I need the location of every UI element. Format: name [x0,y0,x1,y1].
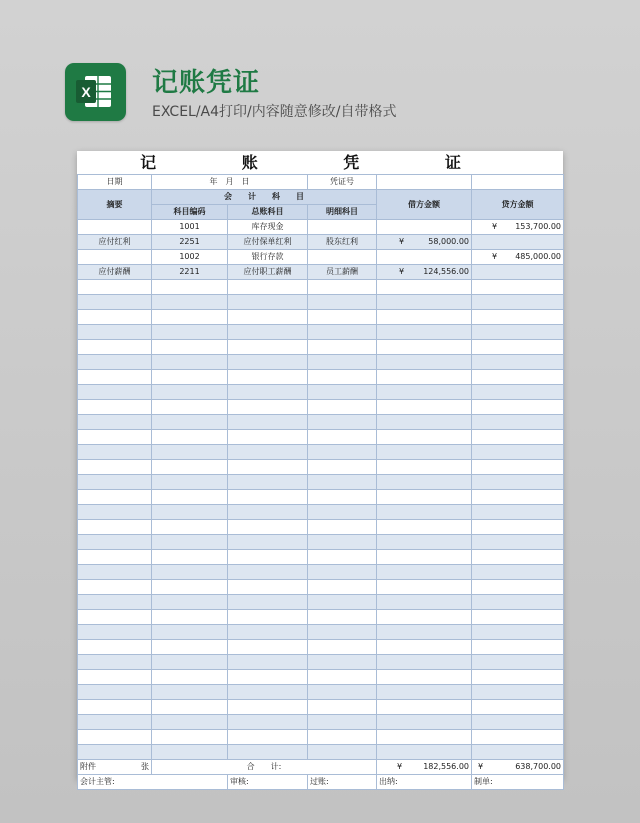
table-row [78,535,564,550]
cell-general[interactable]: 库存现金 [228,220,308,235]
cell-debit[interactable] [377,235,472,250]
sign-posting[interactable]: 过账: [308,775,377,790]
cell-general[interactable] [228,475,308,490]
cell-general[interactable]: 银行存款 [228,250,308,265]
cell-code[interactable] [152,385,228,400]
table-row [78,445,564,460]
cell-detail[interactable] [308,520,377,535]
sign-cashier[interactable]: 出纳: [377,775,472,790]
blank-cell [472,175,564,190]
cell-code[interactable] [152,655,228,670]
col-detail-header: 明细科目 [308,205,377,220]
cell-debit[interactable] [377,310,472,325]
cell-credit[interactable] [472,655,564,670]
cell-credit[interactable] [472,700,564,715]
cell-general[interactable] [228,685,308,700]
cell-code[interactable] [152,745,228,760]
cell-code[interactable] [152,685,228,700]
cell-detail[interactable] [308,550,377,565]
attach-unit: 张 [141,762,149,771]
table-row [78,550,564,565]
attach-label: 附件 [80,762,96,771]
total-credit [472,760,564,775]
cell-summary[interactable] [78,340,152,355]
cell-general[interactable] [228,595,308,610]
cell-code[interactable] [152,535,228,550]
total-credit-value: 638,700.00 [515,762,562,771]
total-debit-value: 182,556.00 [423,762,469,771]
cell-debit[interactable] [377,460,472,475]
cell-code[interactable] [152,640,228,655]
cell-detail[interactable] [308,670,377,685]
cell-code[interactable] [152,355,228,370]
cell-detail[interactable]: 股东红利 [308,235,377,250]
cell-detail[interactable] [308,325,377,340]
cell-code[interactable]: 1002 [152,250,228,265]
cell-general[interactable] [228,445,308,460]
cell-debit[interactable] [377,520,472,535]
cell-detail[interactable] [308,715,377,730]
cell-code[interactable] [152,580,228,595]
cell-code[interactable] [152,505,228,520]
col-credit-header: 贷方金额 [472,190,564,220]
cell-code[interactable] [152,595,228,610]
cell-detail[interactable] [308,490,377,505]
table-row [78,745,564,760]
cell-credit[interactable] [472,490,564,505]
table-row [78,220,564,235]
cell-debit[interactable] [377,490,472,505]
cell-code[interactable] [152,610,228,625]
cell-debit[interactable] [377,445,472,460]
cell-credit[interactable] [472,625,564,640]
table-row [78,355,564,370]
table-row [78,625,564,640]
cell-code[interactable] [152,475,228,490]
cell-general[interactable] [228,550,308,565]
col-account-header: 会 计 科 目 [152,190,377,205]
col-summary-header: 摘要 [78,190,152,220]
sign-maker[interactable]: 制单: [472,775,564,790]
cell-summary[interactable] [78,475,152,490]
cell-credit[interactable] [472,235,564,250]
cell-summary[interactable] [78,655,152,670]
cell-debit[interactable] [377,370,472,385]
cell-credit[interactable] [472,295,564,310]
cell-credit[interactable] [472,670,564,685]
cell-credit[interactable] [472,430,564,445]
table-row [78,415,564,430]
table-row [78,580,564,595]
cell-credit[interactable] [472,445,564,460]
cell-debit[interactable] [377,685,472,700]
cell-summary[interactable] [78,565,152,580]
table-row [78,295,564,310]
cell-debit[interactable] [377,385,472,400]
date-value[interactable]: 年 月 日 [152,175,308,190]
cell-debit[interactable] [377,265,472,280]
cell-detail[interactable] [308,445,377,460]
voucher-no-label: 凭证号 [308,175,377,190]
cell-debit[interactable] [377,325,472,340]
cell-general[interactable] [228,610,308,625]
total-credit-currency: ¥ [478,762,484,771]
col-code-header: 科目编码 [152,205,228,220]
cell-detail[interactable] [308,370,377,385]
col-debit-header: 借方金额 [377,190,472,220]
cell-summary[interactable] [78,460,152,475]
cell-code[interactable] [152,520,228,535]
credit-currency: ¥ [492,252,498,261]
cell-code[interactable]: 2251 [152,235,228,250]
cell-general[interactable] [228,325,308,340]
cell-debit[interactable] [377,730,472,745]
cell-debit[interactable] [377,355,472,370]
cell-credit[interactable] [472,580,564,595]
cell-summary[interactable] [78,670,152,685]
cell-detail[interactable] [308,655,377,670]
cell-summary[interactable] [78,385,152,400]
cell-debit[interactable] [377,610,472,625]
total-debit [377,760,472,775]
date-label: 日期 [78,175,152,190]
cell-code[interactable] [152,370,228,385]
cell-detail[interactable] [308,640,377,655]
cell-general[interactable] [228,625,308,640]
table-row [78,610,564,625]
cell-code[interactable] [152,340,228,355]
excel-logo-icon [65,63,126,121]
cell-detail[interactable] [308,415,377,430]
cell-detail[interactable] [308,730,377,745]
table-row [78,475,564,490]
cell-code[interactable]: 1001 [152,220,228,235]
cell-debit[interactable] [377,640,472,655]
cell-summary[interactable] [78,325,152,340]
cell-debit[interactable] [377,295,472,310]
cell-summary[interactable] [78,355,152,370]
cell-debit[interactable] [377,700,472,715]
cell-general[interactable] [228,355,308,370]
table-row [78,265,564,280]
page-title: 记账凭证 [152,68,261,98]
table-row [78,520,564,535]
cell-summary[interactable] [78,625,152,640]
cell-detail[interactable] [308,385,377,400]
voucher-table [77,151,564,790]
cell-credit[interactable] [472,220,564,235]
cell-code[interactable] [152,295,228,310]
cell-credit[interactable] [472,565,564,580]
cell-detail[interactable] [308,340,377,355]
table-row [78,430,564,445]
table-row [78,370,564,385]
cell-general[interactable] [228,535,308,550]
cell-summary[interactable] [78,610,152,625]
table-row [78,655,564,670]
cell-detail[interactable] [308,595,377,610]
table-row [78,490,564,505]
cell-debit[interactable] [377,655,472,670]
attach-cell[interactable] [78,760,152,775]
cell-debit[interactable] [377,670,472,685]
table-row [78,325,564,340]
cell-summary[interactable] [78,520,152,535]
cell-general[interactable] [228,700,308,715]
cell-general[interactable]: 应付职工薪酬 [228,265,308,280]
cell-general[interactable] [228,430,308,445]
cell-summary[interactable] [78,250,152,265]
cell-credit[interactable] [472,250,564,265]
cell-summary[interactable] [78,295,152,310]
table-row [78,715,564,730]
table-row [78,730,564,745]
cell-summary[interactable] [78,685,152,700]
cell-detail[interactable] [308,745,377,760]
debit-currency: ¥ [399,237,405,246]
cell-general[interactable] [228,310,308,325]
cell-summary[interactable] [78,220,152,235]
table-row [78,460,564,475]
sign-review[interactable]: 审核: [228,775,308,790]
cell-detail[interactable] [308,280,377,295]
page-subtitle: EXCEL/A4打印/内容随意修改/自带格式 [152,104,397,120]
cell-credit[interactable] [472,310,564,325]
svg-text:X: X [81,84,91,100]
cell-credit[interactable] [472,340,564,355]
cell-summary[interactable] [78,715,152,730]
cell-summary[interactable] [78,370,152,385]
cell-code[interactable] [152,550,228,565]
cell-general[interactable] [228,280,308,295]
credit-currency: ¥ [492,222,498,231]
col-general-header: 总账科目 [228,205,308,220]
cell-summary[interactable] [78,430,152,445]
cell-credit[interactable] [472,550,564,565]
table-row [78,670,564,685]
cell-general[interactable] [228,640,308,655]
cell-code[interactable] [152,430,228,445]
cell-credit[interactable] [472,640,564,655]
cell-summary[interactable] [78,640,152,655]
cell-credit[interactable] [472,520,564,535]
cell-code[interactable] [152,400,228,415]
cell-detail[interactable] [308,430,377,445]
cell-code[interactable] [152,460,228,475]
cell-credit[interactable] [472,685,564,700]
cell-detail[interactable] [308,475,377,490]
cell-general[interactable] [228,505,308,520]
cell-credit[interactable] [472,535,564,550]
cell-general[interactable] [228,490,308,505]
cell-general[interactable] [228,400,308,415]
cell-code[interactable]: 2211 [152,265,228,280]
cell-credit[interactable] [472,715,564,730]
cell-code[interactable] [152,310,228,325]
sign-accountant[interactable]: 会计主管: [78,775,228,790]
cell-credit[interactable] [472,730,564,745]
cell-summary[interactable] [78,550,152,565]
total-debit-currency: ¥ [397,762,403,771]
table-row [78,700,564,715]
cell-code[interactable] [152,730,228,745]
cell-debit[interactable] [377,430,472,445]
cell-summary[interactable] [78,400,152,415]
cell-summary[interactable] [78,415,152,430]
cell-detail[interactable] [308,685,377,700]
cell-debit[interactable] [377,625,472,640]
cell-credit[interactable] [472,745,564,760]
cell-detail[interactable] [308,505,377,520]
cell-summary[interactable]: 应付薪酬 [78,265,152,280]
table-row [78,400,564,415]
cell-detail[interactable] [308,580,377,595]
cell-debit[interactable] [377,595,472,610]
debit-amount: 124,556.00 [423,267,469,276]
voucher-no-value[interactable] [377,175,472,190]
voucher-title: 记 账 凭 证 [78,151,564,175]
cell-general[interactable] [228,385,308,400]
cell-general[interactable] [228,295,308,310]
cell-code[interactable] [152,670,228,685]
cell-detail[interactable] [308,400,377,415]
cell-credit[interactable] [472,610,564,625]
cell-summary[interactable] [78,310,152,325]
cell-credit[interactable] [472,280,564,295]
cell-credit[interactable] [472,415,564,430]
cell-debit[interactable] [377,475,472,490]
cell-detail[interactable] [308,625,377,640]
cell-detail[interactable] [308,460,377,475]
cell-debit[interactable] [377,715,472,730]
cell-code[interactable] [152,715,228,730]
cell-code[interactable] [152,700,228,715]
cell-summary[interactable] [78,745,152,760]
cell-summary[interactable]: 应付红利 [78,235,152,250]
cell-detail[interactable] [308,535,377,550]
table-row [78,685,564,700]
cell-debit[interactable] [377,280,472,295]
cell-detail[interactable] [308,295,377,310]
cell-general[interactable] [228,730,308,745]
table-row [78,310,564,325]
cell-general[interactable] [228,580,308,595]
table-row [78,595,564,610]
table-row [78,565,564,580]
cell-debit[interactable] [377,250,472,265]
cell-code[interactable] [152,490,228,505]
cell-credit[interactable] [472,325,564,340]
cell-debit[interactable] [377,400,472,415]
cell-code[interactable] [152,325,228,340]
total-label: 合 计: [152,760,377,775]
cell-summary[interactable] [78,595,152,610]
cell-credit[interactable] [472,505,564,520]
cell-general[interactable]: 应付保单红利 [228,235,308,250]
cell-summary[interactable] [78,490,152,505]
debit-currency: ¥ [399,267,405,276]
cell-debit[interactable] [377,580,472,595]
cell-summary[interactable] [78,280,152,295]
cell-detail[interactable] [308,220,377,235]
cell-code[interactable] [152,415,228,430]
cell-debit[interactable] [377,340,472,355]
cell-detail[interactable] [308,700,377,715]
cell-summary[interactable] [78,505,152,520]
cell-detail[interactable] [308,310,377,325]
cell-debit[interactable] [377,550,472,565]
cell-debit[interactable] [377,565,472,580]
cell-debit[interactable] [377,535,472,550]
cell-summary[interactable] [78,535,152,550]
cell-general[interactable] [228,460,308,475]
cell-code[interactable] [152,445,228,460]
cell-code[interactable] [152,565,228,580]
cell-detail[interactable] [308,565,377,580]
cell-detail[interactable] [308,610,377,625]
cell-credit[interactable] [472,460,564,475]
cell-general[interactable] [228,415,308,430]
cell-general[interactable] [228,565,308,580]
cell-detail[interactable] [308,250,377,265]
cell-code[interactable] [152,280,228,295]
table-row [78,340,564,355]
cell-credit[interactable] [472,355,564,370]
cell-credit[interactable] [472,475,564,490]
cell-debit[interactable] [377,505,472,520]
cell-credit[interactable] [472,385,564,400]
table-row [78,640,564,655]
credit-amount: 153,700.00 [515,222,562,231]
cell-code[interactable] [152,625,228,640]
cell-summary[interactable] [78,730,152,745]
table-row [78,280,564,295]
cell-debit[interactable] [377,220,472,235]
cell-general[interactable] [228,745,308,760]
cell-summary[interactable] [78,580,152,595]
table-row [78,235,564,250]
cell-summary[interactable] [78,700,152,715]
cell-debit[interactable] [377,415,472,430]
cell-general[interactable] [228,370,308,385]
debit-amount: 58,000.00 [428,237,469,246]
cell-general[interactable] [228,655,308,670]
cell-general[interactable] [228,340,308,355]
table-row [78,385,564,400]
cell-general[interactable] [228,715,308,730]
cell-summary[interactable] [78,445,152,460]
cell-detail[interactable]: 员工薪酬 [308,265,377,280]
table-row [78,250,564,265]
cell-detail[interactable] [308,355,377,370]
credit-amount: 485,000.00 [515,252,562,261]
cell-credit[interactable] [472,265,564,280]
cell-credit[interactable] [472,595,564,610]
table-row [78,505,564,520]
cell-debit[interactable] [377,745,472,760]
cell-general[interactable] [228,670,308,685]
cell-credit[interactable] [472,400,564,415]
cell-general[interactable] [228,520,308,535]
voucher-sheet [77,151,563,786]
cell-credit[interactable] [472,370,564,385]
